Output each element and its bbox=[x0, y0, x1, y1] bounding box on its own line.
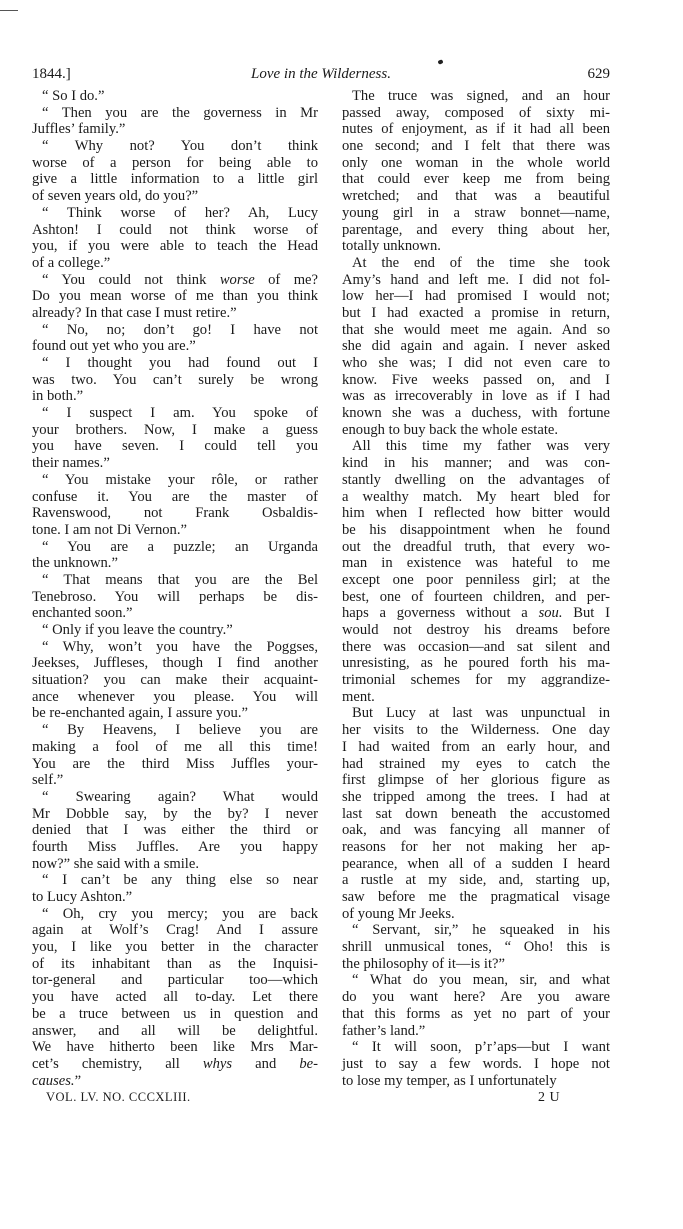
text-line: tone. I am not Di Vernon.” bbox=[32, 521, 187, 538]
text-line: father’s land.” bbox=[342, 1022, 426, 1039]
text-line: low her—I had promised I would not; bbox=[342, 288, 610, 305]
right-column bbox=[342, 88, 610, 1089]
text-line: Ashton! I could not think worse of bbox=[32, 221, 318, 238]
text-line: At the end of the time she took bbox=[352, 254, 610, 271]
text-line: again at Wolf’s Crag! And I assure bbox=[32, 922, 318, 939]
text-line: causes.” bbox=[32, 1072, 82, 1089]
text-line: do you want here? Are you aware bbox=[342, 989, 610, 1006]
text-line: known she was a duchess, with fortune bbox=[342, 405, 610, 422]
text-line: “ Think worse of her? Ah, Lucy bbox=[42, 204, 318, 221]
text-line: “ What do you mean, sir, and what bbox=[352, 972, 610, 989]
paragraph bbox=[32, 722, 318, 789]
text-line: who she was; I did not even care to bbox=[342, 355, 610, 371]
text-line: you have seven. I could tell you bbox=[32, 438, 318, 455]
text-line: shrill unmusical tones, “ Oho! this is bbox=[342, 939, 610, 956]
paragraph bbox=[32, 572, 318, 622]
text-line: of young Mr Jeeks. bbox=[342, 905, 455, 922]
text-line: him when I reflected how bitter would bbox=[342, 505, 610, 522]
text-line: was as irrecoverably in love as if I had bbox=[342, 388, 610, 405]
text-line: answer, and all will be delightful. bbox=[32, 1022, 318, 1039]
text-line: pearance, when all of a sudden I heard bbox=[342, 855, 610, 872]
text-line: of seven years old, do you?” bbox=[32, 188, 199, 205]
text-line: Do you mean worse of me than you think bbox=[32, 288, 318, 305]
text-line: “ I thought you had found out I bbox=[42, 355, 318, 371]
text-line: in both.” bbox=[32, 388, 84, 405]
text-line: found out yet who you are.” bbox=[32, 338, 196, 355]
paragraph bbox=[32, 105, 318, 138]
text-line: the philosophy of it—is it?” bbox=[342, 955, 505, 972]
text-line: to lose my temper, as I unfortunately bbox=[342, 1072, 557, 1089]
text-line: “ You are a puzzle; an Urganda bbox=[42, 538, 318, 555]
text-line: you, I like you better in the character bbox=[32, 939, 318, 956]
text-line: passed away, composed of sixty mi- bbox=[342, 104, 610, 121]
text-line: saw before me the pragmatical visage bbox=[342, 889, 610, 905]
text-line: “ Oh, cry you mercy; you are back bbox=[42, 905, 318, 922]
text-line: “ I suspect I am. You spoke of bbox=[42, 405, 318, 422]
text-line: “ By Heavens, I believe you are bbox=[42, 722, 318, 739]
signature-mark: 2 U bbox=[538, 1090, 561, 1105]
text-line: Tenebroso. You will perhaps be dis- bbox=[32, 588, 318, 605]
text-line: “ That means that you are the Bel bbox=[42, 571, 318, 588]
paragraph bbox=[32, 272, 318, 322]
text-line: there was occasion—and sat silent and bbox=[342, 638, 610, 655]
text-line: You are the third Miss Juffles your- bbox=[32, 755, 318, 772]
text-line: oak, and was fancying all manner of bbox=[342, 822, 610, 839]
italic-text: worse bbox=[219, 271, 255, 288]
text-line: now?” she said with a smile. bbox=[32, 855, 199, 872]
text-line: except one poor penniless girl; at the bbox=[342, 571, 610, 588]
paragraph bbox=[32, 405, 318, 472]
paragraph bbox=[342, 922, 610, 972]
text-line: worse of a person for being able to bbox=[32, 154, 318, 171]
text-line: your brothers. Now, I make a guess bbox=[32, 421, 318, 438]
text-line: man in existence was hateful to me bbox=[342, 555, 610, 572]
text-line: “ It will soon, p’r’aps—but I want bbox=[352, 1039, 610, 1056]
top-rule bbox=[0, 10, 18, 11]
text-line: just to say a few words. I hope not bbox=[342, 1055, 610, 1072]
text-line: nutes of enjoyment, as if it had all been bbox=[342, 121, 610, 138]
left-column bbox=[32, 88, 318, 1089]
paragraph bbox=[32, 872, 318, 905]
text-line: haps a governess without a sou. But I bbox=[342, 605, 610, 622]
text-line: ment. bbox=[342, 688, 375, 705]
text-line: I had waited from an early hour, and bbox=[342, 738, 610, 755]
paragraph bbox=[32, 138, 318, 205]
text-line: would not destroy his dreams before bbox=[342, 622, 610, 638]
text-line: “ Why not? You don’t think bbox=[42, 138, 318, 155]
page-number: 629 bbox=[587, 66, 610, 82]
text-line: out the dreadful truth, that every wo- bbox=[342, 538, 610, 555]
ink-mark bbox=[437, 59, 443, 65]
text-line: unresisting, as he poured forth his ma- bbox=[342, 655, 610, 672]
text-line: of a college.” bbox=[32, 254, 111, 271]
text-line: “ Why, won’t you have the Poggses, bbox=[42, 638, 318, 655]
running-header bbox=[32, 66, 610, 86]
text-line: be his disappointment when he found bbox=[342, 521, 610, 538]
paragraph bbox=[342, 88, 610, 255]
paragraph bbox=[32, 639, 318, 722]
text-line: kind in his manner; and was con- bbox=[342, 455, 610, 472]
italic-text: sou. bbox=[538, 605, 563, 622]
text-line: tor-general and particular too—which bbox=[32, 972, 318, 989]
text-line: denied that I was either the third or bbox=[32, 822, 318, 839]
paragraph bbox=[32, 88, 318, 105]
text-line: you, if you were able to teach the Head bbox=[32, 238, 318, 255]
text-line: Amy’s hand and left me. I did not fol- bbox=[342, 271, 610, 288]
text-line: young girl in a straw bonnet—name, bbox=[342, 204, 610, 221]
paragraph bbox=[342, 438, 610, 705]
text-line: fourth Miss Juffles. Are you happy bbox=[32, 838, 318, 855]
paragraph bbox=[342, 1039, 610, 1089]
text-line: reasons for her not making her ap- bbox=[342, 838, 610, 855]
text-line: that this forms as yet no part of your bbox=[342, 1005, 610, 1022]
text-line: ance whenever you please. You will bbox=[32, 688, 318, 705]
text-line: only one woman in the whole world bbox=[342, 154, 610, 171]
text-line: The truce was signed, and an hour bbox=[352, 88, 610, 104]
text-line: one second; and I felt that there was bbox=[342, 138, 610, 155]
text-line: “ Only if you leave the country.” bbox=[42, 622, 233, 638]
text-line: a wealthy match. My heart bled for bbox=[342, 488, 610, 505]
paragraph bbox=[32, 789, 318, 872]
text-line: had strained my eyes to catch the bbox=[342, 755, 610, 772]
paragraph bbox=[342, 972, 610, 1039]
paragraph bbox=[32, 322, 318, 355]
text-line: already? In that case I must retire.” bbox=[32, 304, 237, 321]
text-line: enchanted soon.” bbox=[32, 605, 133, 622]
text-line: totally unknown. bbox=[342, 238, 441, 255]
paragraph bbox=[32, 539, 318, 572]
text-line: stantly dwelling on the advantages of bbox=[342, 471, 610, 488]
paragraph bbox=[342, 255, 610, 439]
text-line: was two. You can’t surely be wrong bbox=[32, 371, 318, 388]
running-title: Love in the Wilderness. bbox=[251, 66, 391, 82]
italic-text: causes. bbox=[32, 1072, 75, 1089]
text-line: “ Swearing again? What would bbox=[42, 788, 318, 805]
text-line: “ Then you are the governess in Mr bbox=[42, 104, 318, 121]
paragraph bbox=[32, 472, 318, 539]
text-line: that she would meet me again. And so bbox=[342, 321, 610, 338]
volume-footer: VOL. LV. NO. CCCXLIII. bbox=[46, 1090, 191, 1104]
text-line: that could ever keep me from being bbox=[342, 171, 610, 188]
text-line: “ Servant, sir,” he squeaked in his bbox=[352, 922, 610, 939]
paragraph bbox=[32, 355, 318, 405]
text-line: give a little information to a little girl bbox=[32, 171, 318, 188]
text-line: enough to buy back the whole estate. bbox=[342, 421, 559, 438]
paragraph bbox=[342, 705, 610, 922]
text-line: Juffles’ family.” bbox=[32, 121, 126, 138]
text-line: a rustle at my side, and, starting up, bbox=[342, 872, 610, 889]
text-line: “ I can’t be any thing else so near bbox=[42, 872, 318, 889]
text-line: “ You mistake your rôle, or rather bbox=[42, 471, 318, 488]
text-line: to Lucy Ashton.” bbox=[32, 889, 133, 905]
text-line: cet’s chemistry, all whys and be- bbox=[32, 1055, 318, 1072]
text-line: best, one of fourteen children, and per- bbox=[342, 588, 610, 605]
text-line: know. Five weeks passed on, and I bbox=[342, 371, 610, 388]
paragraph bbox=[32, 622, 318, 639]
text-line: she did again and again. I never asked bbox=[342, 338, 610, 355]
text-line: situation? you can make their acquaint- bbox=[32, 672, 318, 689]
text-line: making a fool of me all this time! bbox=[32, 738, 318, 755]
text-line: she tripped among the trees. I had at bbox=[342, 788, 610, 805]
text-line: of its inhabitant than as the Inquisi- bbox=[32, 955, 318, 972]
text-line: but I had exacted a promise in return, bbox=[342, 304, 610, 321]
text-line: self.” bbox=[32, 772, 64, 789]
text-line: Mr Dobble say, by the by? I never bbox=[32, 805, 318, 822]
text-line: We have hitherto been like Mrs Mar- bbox=[32, 1039, 318, 1056]
text-line: the unknown.” bbox=[32, 555, 118, 572]
text-line: All this time my father was very bbox=[352, 438, 610, 455]
text-line: But Lucy at last was unpunctual in bbox=[352, 705, 610, 722]
text-line: their names.” bbox=[32, 455, 110, 472]
text-line: Ravenswood, not Frank Osbaldis- bbox=[32, 505, 318, 522]
text-line: first glimpse of her glorious figure as bbox=[342, 772, 610, 789]
paragraph bbox=[32, 906, 318, 1090]
text-line: “ So I do.” bbox=[42, 88, 105, 104]
text-line: wretched; and that was a beautiful bbox=[342, 188, 610, 205]
text-line: “ No, no; don’t go! I have not bbox=[42, 321, 318, 338]
italic-text: be- bbox=[299, 1055, 318, 1072]
text-line: parentage, and every thing about her, bbox=[342, 221, 610, 238]
text-line: last sat down beneath the accustomed bbox=[342, 805, 610, 822]
text-line: be a truce between us in question and bbox=[32, 1005, 318, 1022]
paragraph bbox=[32, 205, 318, 272]
italic-text: whys bbox=[202, 1055, 233, 1072]
text-line: her visits to the Wilderness. One day bbox=[342, 722, 610, 739]
header-year: 1844.] bbox=[32, 66, 71, 82]
text-line: you have acted all to-day. Let there bbox=[32, 989, 318, 1006]
text-line: “ You could not think worse of me? bbox=[42, 271, 319, 288]
text-line: Jeekses, Juffleses, though I find another bbox=[32, 655, 318, 672]
text-line: be re-enchanted again, I assure you.” bbox=[32, 705, 248, 722]
text-line: confuse it. You are the master of bbox=[32, 488, 318, 505]
text-line: trimonial schemes for my aggrandize- bbox=[342, 672, 610, 689]
